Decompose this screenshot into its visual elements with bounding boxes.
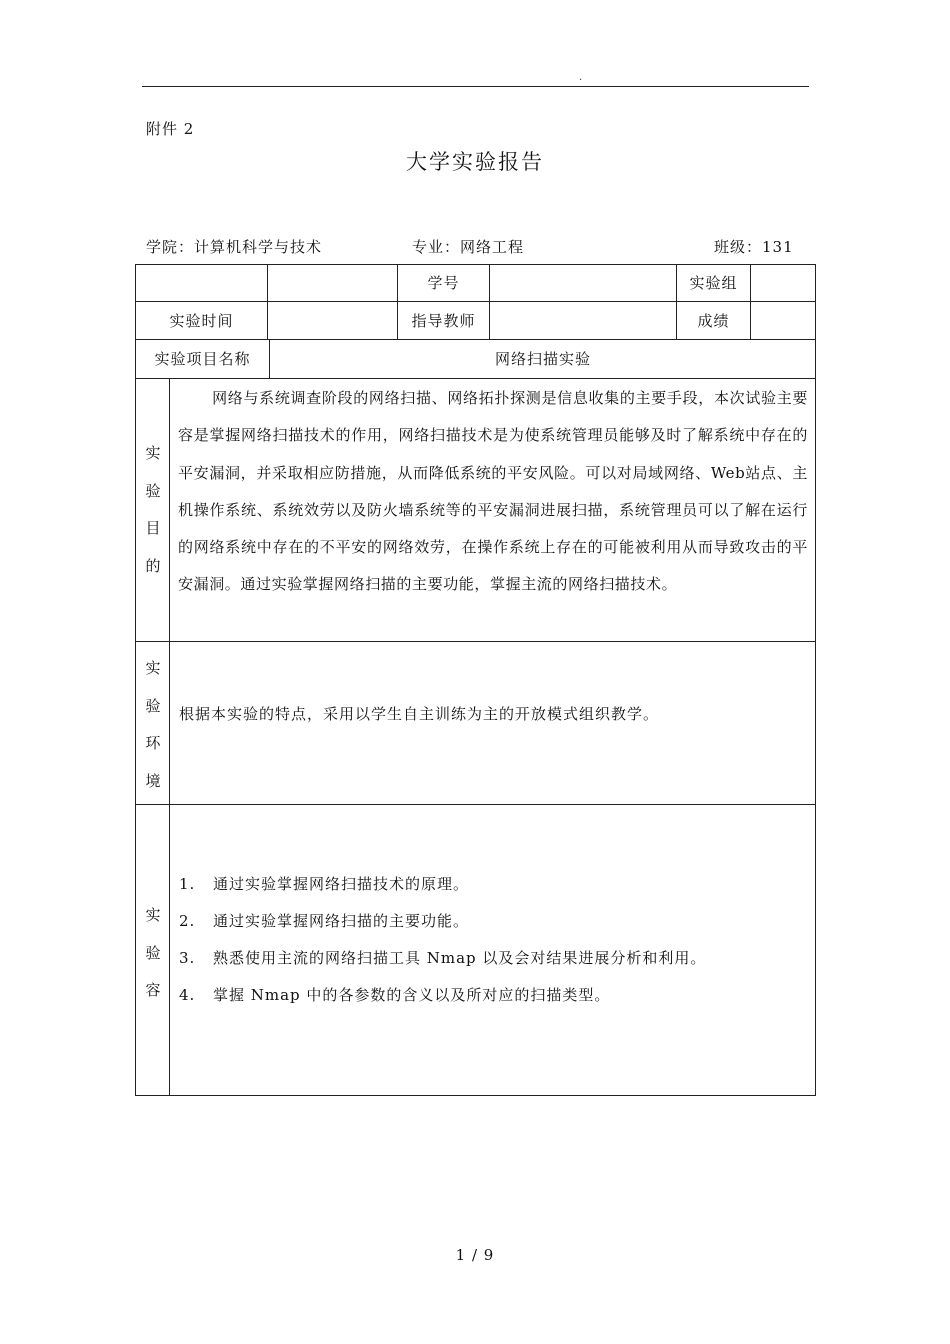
environment-text: 根据本实验的特点，采用以学生自主训练为主的开放模式组织教学。 [179, 705, 660, 723]
college-label: 学院： [146, 238, 195, 256]
list-item-number: 2. [179, 912, 196, 930]
list-item [179, 984, 706, 1021]
list-item-number: 4. [179, 986, 196, 1004]
college-value: 计算机科学与技术 [194, 238, 323, 256]
purpose-paragraph: 网络与系统调查阶段的网络扫描、网络拓扑探测是信息收集的主要手段，本次试验主要容是掌握网络扫描技术的作用，网络扫描技术是为使系统管理员能够及时了解系统中存在的平安漏洞，并采取相应防措施，从而降低系统的平安风险。可以对局域网络、Web站点、主机操作系统、系统效劳以及防火墙系统等的平安漏洞进展扫描，系统管理员可以了解在运行的网络系统中存在的不平安的网络效劳，在操作系统上存在的可能被利用从而导致攻击的平安漏洞。通过实验掌握网络扫描的主要功能，掌握主流的网络扫描技术。 [178, 389, 808, 594]
attachment-label: 附件 2 [146, 120, 195, 138]
content-label-char: 容 [145, 981, 161, 999]
major-value: 网络工程 [460, 238, 525, 256]
table-rule [135, 641, 816, 642]
group-label: 实验组 [689, 274, 738, 292]
grade-label: 成绩 [697, 312, 730, 330]
purpose-text [178, 380, 808, 604]
list-item-number: 1. [179, 875, 196, 893]
purpose-label-char: 实 [145, 444, 161, 462]
environment-label [136, 657, 170, 807]
table-rule [489, 264, 490, 339]
major-info [412, 236, 524, 257]
content-label [136, 904, 170, 1017]
class-label: 班级： [714, 238, 763, 256]
list-item [179, 947, 706, 984]
list-item-text: 通过实验掌握网络扫描的主要功能。 [213, 912, 470, 930]
table-rule [750, 264, 751, 339]
content-label-char: 验 [145, 943, 161, 962]
content-label-char: 实 [145, 906, 161, 924]
class-info [714, 236, 794, 257]
project-name-label: 实验项目名称 [154, 350, 251, 368]
environment-label-char: 环 [145, 734, 161, 752]
table-rule [267, 264, 268, 339]
table-rule [135, 378, 816, 379]
environment-label-char: 境 [145, 771, 161, 790]
list-item [179, 873, 706, 910]
document-title: 大学实验报告 [406, 150, 544, 174]
purpose-label [136, 442, 170, 592]
table-rule [135, 804, 816, 805]
class-value: 131 [762, 238, 794, 256]
college-info [146, 236, 322, 257]
page-number: 1 / 9 [455, 1246, 495, 1264]
list-item-number: 3. [179, 949, 196, 967]
header-mark: . [579, 72, 583, 83]
table-rule [135, 339, 816, 340]
list-item-text: 掌握 Nmap 中的各参数的含义以及所对应的扫描类型。 [213, 986, 611, 1004]
purpose-label-char: 的 [145, 556, 161, 575]
time-label: 实验时间 [169, 312, 234, 330]
list-item-text: 通过实验掌握网络扫描技术的原理。 [213, 875, 470, 893]
list-item-text: 熟悉使用主流的网络扫描工具 Nmap 以及会对结果进展分析和利用。 [213, 949, 707, 967]
header-rule [142, 86, 809, 87]
student-id-label: 学号 [427, 274, 460, 292]
environment-label-char: 验 [145, 696, 161, 715]
purpose-label-char: 目 [145, 519, 161, 537]
list-item [179, 910, 706, 947]
major-label: 专业： [412, 238, 461, 256]
environment-label-char: 实 [145, 659, 161, 677]
table-rule [135, 301, 816, 302]
project-name-value: 网络扫描实验 [494, 350, 591, 368]
content-list [179, 873, 706, 1021]
purpose-label-char: 验 [145, 481, 161, 500]
teacher-label: 指导教师 [411, 312, 476, 330]
